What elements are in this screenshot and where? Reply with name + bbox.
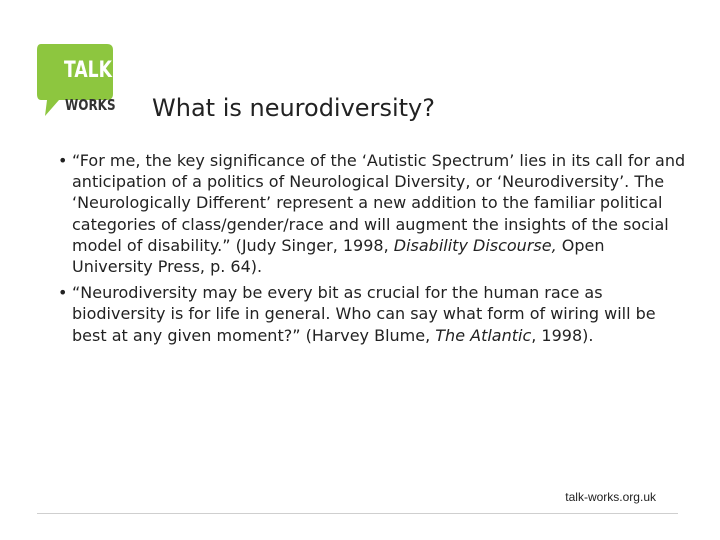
list-item <box>58 282 688 346</box>
talk-works-logo <box>37 42 117 122</box>
citation-text: Open University Press, p. 64). <box>72 235 605 277</box>
citation-text: , 1998). <box>531 325 594 345</box>
footer-url: talk-works.org.uk <box>565 490 656 504</box>
logo-talk-text: TALK <box>64 58 112 83</box>
list-item <box>58 150 688 277</box>
quote-text: “Neurodiversity may be every bit as crucial for the human race as biodiversity is for life in general. Who can say what form of wiring will be best at any given moment?” (Harvey Blume, <box>72 283 656 345</box>
bullet-marker: • <box>58 151 68 170</box>
bullet-marker: • <box>58 283 68 303</box>
publication-title: The Atlantic <box>435 325 532 345</box>
bullet-list <box>58 150 688 351</box>
footer-divider <box>37 513 678 514</box>
logo-works-text: WORKS <box>65 96 116 114</box>
book-title: Disability Discourse, <box>393 235 557 255</box>
quote-text: “For me, the key significance of the ‘Autistic Spectrum’ lies in its call for and anticipation of a politics of Neurological Diversity, or ‘Neurodiversity’. The ‘Neurologically Different’ represent a new addition to the familiar political categories of class/gender/race and will augment the insights of the social model of disability.” (Judy Singer, 1998, <box>72 151 686 255</box>
page-title: What is neurodiversity? <box>152 94 435 122</box>
